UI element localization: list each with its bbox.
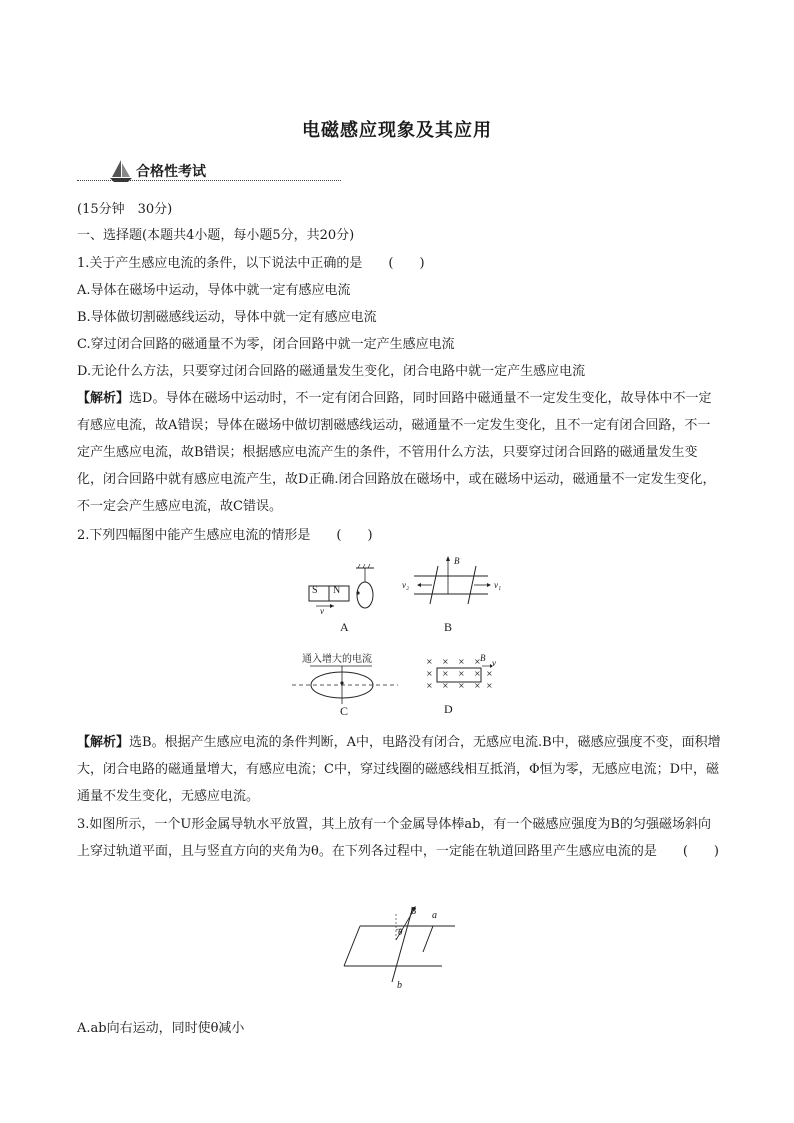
figure-d-v-label: v [492,658,496,668]
q3-b-label: b [397,980,402,991]
q1-analysis-text: 选D。导体在磁场中运动时，不一定有闭合回路，同时回路中磁通量不一定发生变化，故导体中不一定有感应电流，故A错误；导体在磁场中做切割磁感线运动，磁通量不一定发生变化，且不一定有闭合回路，不一定产生感应电流，故B错误；根据感应电流产生的条件，不管用什么方法，只要穿过闭合回路的磁通量发生变化，闭合回路中就有感应电流产生，故D正确.闭合回路放在磁场中，或在磁场中运动，磁通量不一定发生变化，不一定会产生感应电流，故C错误。 [77,391,716,514]
svg-text:×: × [458,657,465,666]
figure-b-label: B [444,620,453,634]
svg-text:×: × [442,681,449,690]
part-heading: 一、选择题(本题共4小题，每小题5分，共20分) [77,228,355,243]
analysis-tag: 【解析】 [77,391,130,406]
q1-option-b: B.导体做切割磁感线运动，导体中就一定有感应电流 [77,310,377,325]
q3-option-a: A.ab向右运动，同时使θ减小 [77,1021,245,1036]
svg-text:×: × [426,681,433,690]
figure-d [420,652,510,720]
q1-option-c: C.穿过闭合回路的磁通量不为零，闭合回路中就一定产生感应电流 [77,337,455,352]
figure-c-caption: 通入增大的电流 [302,654,372,665]
svg-text:×: × [474,669,481,678]
figure-b [398,554,508,640]
analysis-tag: 【解析】 [77,735,130,750]
svg-text:×: × [426,657,433,666]
field-b-label: B [454,556,460,566]
q2-analysis-text: 选B。根据产生感应电流的条件判断，A中，电路没有闭合，无感应电流.B中，磁感应强度不变，面积增大，闭合电路的磁通量增大，有感应电流；C中，穿过线圈的磁感线相互抵消，Φ恒为零，无感应电流；D中，磁通量不发生变化，无感应电流。 [77,735,721,804]
svg-text:×: × [486,681,493,690]
figure-q3 [330,900,460,1000]
figure-a-label: A [340,620,349,634]
section-divider [77,180,341,181]
svg-text:×: × [426,669,433,678]
q1-analysis [77,385,722,520]
svg-text:×: × [486,669,493,678]
svg-text:×: × [442,669,449,678]
q2-analysis [77,729,722,810]
time-note: (15分钟 30分) [77,202,173,217]
magnet-s-label: S [312,585,318,596]
svg-text:×: × [474,681,481,690]
figure-c-label: C [340,704,349,718]
velocity-v1-label: v₁ [494,580,502,590]
svg-text:×: × [458,681,465,690]
svg-text:×: × [442,657,449,666]
q1-option-a: A.导体在磁场中运动，导体中就一定有感应电流 [77,283,351,298]
figure-c [290,648,400,720]
q3-field-b-label: B [410,906,417,917]
q3-theta-label: θ [398,927,403,937]
q3-stem: 3.如图所示，一个U形金属导轨水平放置，其上放有一个金属导体棒ab，有一个磁感应强度为B的匀强磁场斜向上穿过轨道平面，且与竖直方向的夹角为θ。在下列各过程中，一定能在轨道回路里产生感应电流的是 ( ) [77,817,719,859]
q3-a-label: a [432,910,437,921]
q1-option-d: D.无论什么方法，只要穿过闭合回路的磁通量发生变化，闭合电路中就一定产生感应电流 [77,364,586,379]
magnet-n-label: N [333,585,341,596]
svg-text:×: × [458,669,465,678]
svg-text:×: × [474,657,481,666]
q1-stem: 1.关于产生感应电流的条件，以下说法中正确的是 ( ) [77,256,425,271]
velocity-v2-label: v₂ [402,580,410,590]
magnet-velocity-label: v [320,606,324,616]
page-title: 电磁感应现象及其应用 [302,120,492,141]
section-title: 合格性考试 [136,164,206,180]
figure-d-b-label: B [480,653,486,663]
figure-a [300,560,390,640]
q2-stem: 2.下列四幅图中能产生感应电流的情形是 ( ) [77,528,373,543]
figure-d-label: D [444,702,453,716]
